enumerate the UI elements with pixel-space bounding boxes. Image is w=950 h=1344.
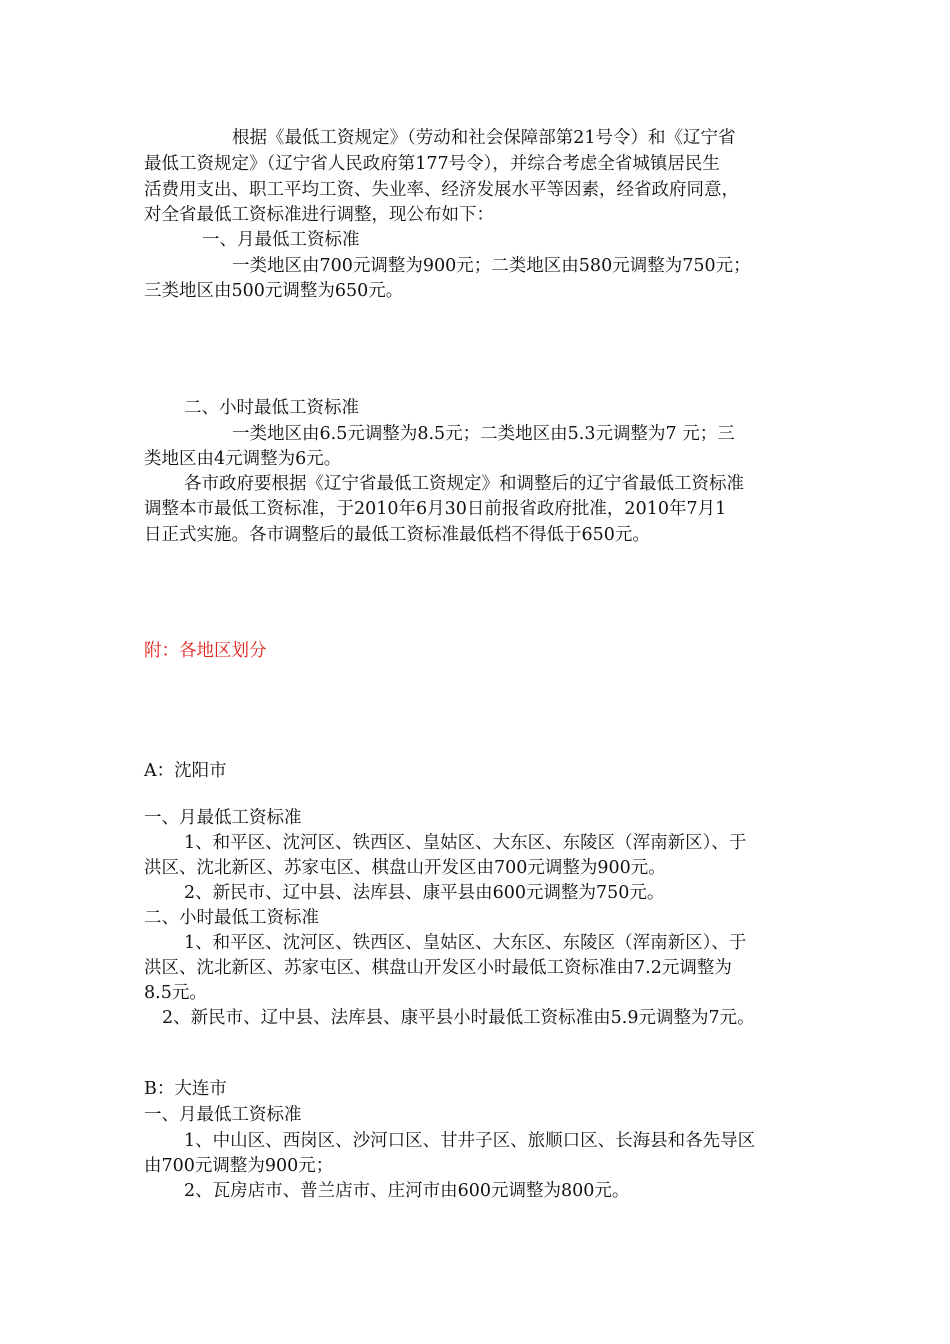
intro-line-1: 根据《最低工资规定》（劳动和社会保障部第21号令）和《辽宁省: [232, 128, 736, 148]
city-a-hourly-item-1-line-1: 1、和平区、沈河区、铁西区、皇姑区、大东区、东陵区（浑南新区）、于: [184, 933, 747, 953]
city-a-hourly-item-1-line-2: 洪区、沈北新区、苏家屯区、棋盘山开发区小时最低工资标准由7.2元调整为: [144, 958, 732, 978]
section-hourly-heading: 二、小时最低工资标准: [184, 398, 359, 418]
intro-line-4: 对全省最低工资标准进行调整，现公布如下：: [144, 205, 494, 225]
hourly-line-1: 一类地区由6.5元调整为8.5元；二类地区由5.3元调整为7 元；三: [232, 424, 735, 444]
city-a-monthly-item-1-line-1: 1、和平区、沈河区、铁西区、皇姑区、大东区、东陵区（浑南新区）、于: [184, 833, 747, 853]
city-a-hourly-item-1-line-3: 8.5元。: [144, 983, 207, 1003]
city-a-heading: A：沈阳市: [144, 761, 227, 781]
notice-line-2: 调整本市最低工资标准，于2010年6月30日前报省政府批准，2010年7月1: [144, 499, 727, 519]
intro-line-2: 最低工资规定》（辽宁省人民政府第177号令），并综合考虑全省城镇居民生: [144, 154, 720, 174]
monthly-line-2: 三类地区由500元调整为650元。: [144, 281, 404, 301]
city-a-hourly-item-2: 2、新民市、辽中县、法库县、康平县小时最低工资标准由5.9元调整为7元。: [162, 1008, 755, 1028]
city-a-monthly-item-2: 2、新民市、辽中县、法库县、康平县由600元调整为750元。: [184, 883, 665, 903]
notice-line-3: 日正式实施。各市调整后的最低工资标准最低档不得低于650元。: [144, 525, 650, 545]
section-monthly-heading: 一、月最低工资标准: [202, 230, 360, 250]
notice-line-1: 各市政府要根据《辽宁省最低工资规定》和调整后的辽宁省最低工资标准: [184, 474, 744, 494]
city-a-monthly-item-1-line-2: 洪区、沈北新区、苏家屯区、棋盘山开发区由700元调整为900元。: [144, 858, 666, 878]
appendix-heading: 附：各地区划分: [144, 641, 267, 661]
city-b-monthly-item-1-line-1: 1、中山区、西岗区、沙河口区、甘井子区、旅顺口区、长海县和各先导区: [184, 1131, 756, 1151]
monthly-line-1: 一类地区由700元调整为900元；二类地区由580元调整为750元；: [232, 256, 751, 276]
city-b-heading: B：大连市: [144, 1079, 227, 1099]
city-b-monthly-heading: 一、月最低工资标准: [144, 1105, 302, 1125]
intro-line-3: 活费用支出、职工平均工资、失业率、经济发展水平等因素，经省政府同意，: [144, 180, 739, 200]
hourly-line-2: 类地区由4元调整为6元。: [144, 449, 342, 469]
city-b-monthly-item-2: 2、瓦房店市、普兰店市、庄河市由600元调整为800元。: [184, 1181, 630, 1201]
city-a-hourly-heading: 二、小时最低工资标准: [144, 908, 319, 928]
city-a-monthly-heading: 一、月最低工资标准: [144, 808, 302, 828]
city-b-monthly-item-1-line-2: 由700元调整为900元；: [144, 1156, 334, 1176]
